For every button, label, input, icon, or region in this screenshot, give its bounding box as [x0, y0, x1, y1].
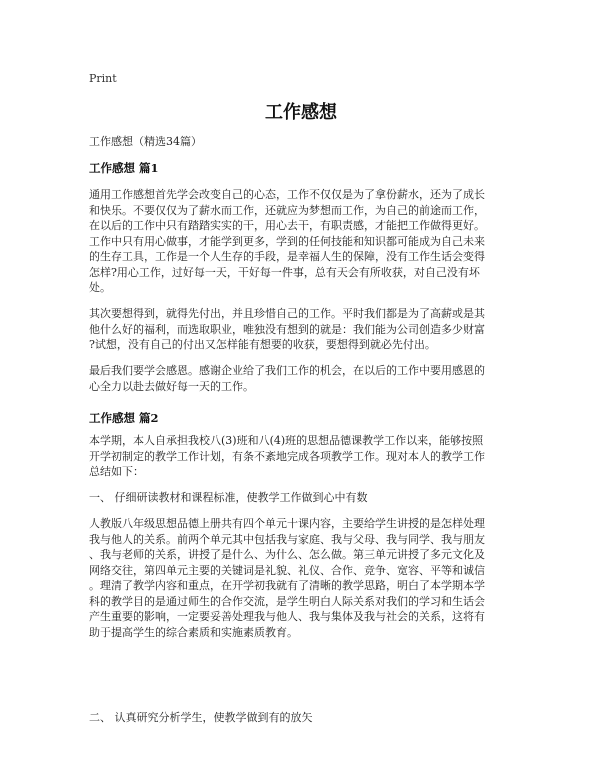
- paragraph-line: 一、 仔细研读教材和课程标准，使教学工作做到心中有数: [89, 491, 368, 504]
- paragraph-line: ?试想，没有自己的付出又怎样能有想要的收获，要想得到就必先付出。: [89, 338, 436, 351]
- paragraph-line: 。理清了教学内容和重点，在开学初我就有了清晰的教学思路，明白了本学期本学: [89, 579, 485, 592]
- paragraph-line: 心全力以赴去做好每一天的工作。: [89, 379, 254, 393]
- paragraph-line: 助于提高学生的综合素质和实施素质教育。: [89, 625, 298, 639]
- paragraph-line: 人教版八年级思想品德上册共有四个单元十课内容，主要给学生讲授的是怎样处理: [89, 517, 485, 530]
- paragraph-line: 通用工作感想首先学会改变自己的心态，工作不仅仅是为了拿份薪水，还为了成长: [89, 188, 485, 201]
- paragraph-line: 在以后的工作中只有踏踏实实的干，用心去干，有职责感，才能把工作做得更好。: [89, 219, 485, 232]
- paragraph: [89, 306, 513, 353]
- paragraph: [89, 490, 513, 506]
- paragraph-line: 科的教学目的是通过师生的合作交流，是学生明白人际关系对我们的学习和生话会: [89, 594, 485, 608]
- paragraph-line: 最后我们要学会感恩。感谢企业给了我们工作的机会，在以后的工作中要用感恩的: [89, 364, 485, 377]
- paragraph: [89, 187, 513, 296]
- paragraph-line: 网络交往，第四单元主要的关键词是礼貌、礼仪、合作、竞争、宽容、平等和诚信: [89, 563, 485, 577]
- paragraph: [89, 433, 513, 480]
- section-heading-1: 工作感想 篇1: [89, 161, 159, 175]
- paragraph-line: 我与他人的关系。前两个单元其中包括我与家庭、我与父母、我与同学、我与朋友: [89, 532, 485, 546]
- paragraph-line: 其次要想得到，就得先付出，并且珍惜自己的工作。平时我们都是为了高薪或是其: [89, 307, 485, 320]
- paragraph-line: 工作中只有用心做事，才能学到更多，学到的任何技能和知识都可能成为自己未来: [89, 234, 485, 248]
- paragraph-line: 怎样?用心工作，过好每一天，干好每一件事，总有天会有所收获，对自己没有坏: [89, 265, 480, 279]
- paragraph-line: 的生存工具，工作是一个人生存的手段，是幸福人生的保障，没有工作生话会变得: [89, 250, 485, 263]
- paragraph-line: 二、 认真研究分析学生，使教学做到有的放矢: [89, 711, 313, 724]
- paragraph-line: 和快乐。不要仅仅为了薪水而工作，还就应为梦想而工作，为自己的前途而工作，: [89, 203, 485, 217]
- paragraph-line: 总结如下：: [89, 465, 144, 478]
- paragraph-line: 本学期，本人自承担我校八(3)班和八(4)班的思想品德课教学工作以来，能够按照: [89, 434, 484, 447]
- paragraph-line: 处。: [89, 281, 111, 294]
- paragraph: [89, 710, 513, 726]
- paragraph-line: 产生重要的影响，一定要妥善处理我与他人、我与集体及我与社会的关系，这将有: [89, 610, 485, 623]
- section-heading-2: 工作感想 篇2: [89, 411, 159, 425]
- paragraph: [89, 363, 513, 394]
- document-subtitle: 工作感想（精选34篇）: [89, 135, 202, 148]
- paragraph: [89, 516, 513, 640]
- paragraph-line: 开学初制定的教学工作计划，有条不紊地完成各项教学工作。现对本人的教学工作: [89, 449, 485, 463]
- paragraph-line: 、我与老师的关系，讲授了是什么、为什么、怎么做。第三单元讲授了多元文化及: [89, 548, 485, 561]
- print-link[interactable]: Print: [89, 72, 117, 85]
- paragraph-line: 他什么好的福利，而选取职业，唯独没有想到的就是：我们能为公司创造多少财富: [89, 322, 485, 336]
- page-title: 工作感想: [265, 102, 337, 123]
